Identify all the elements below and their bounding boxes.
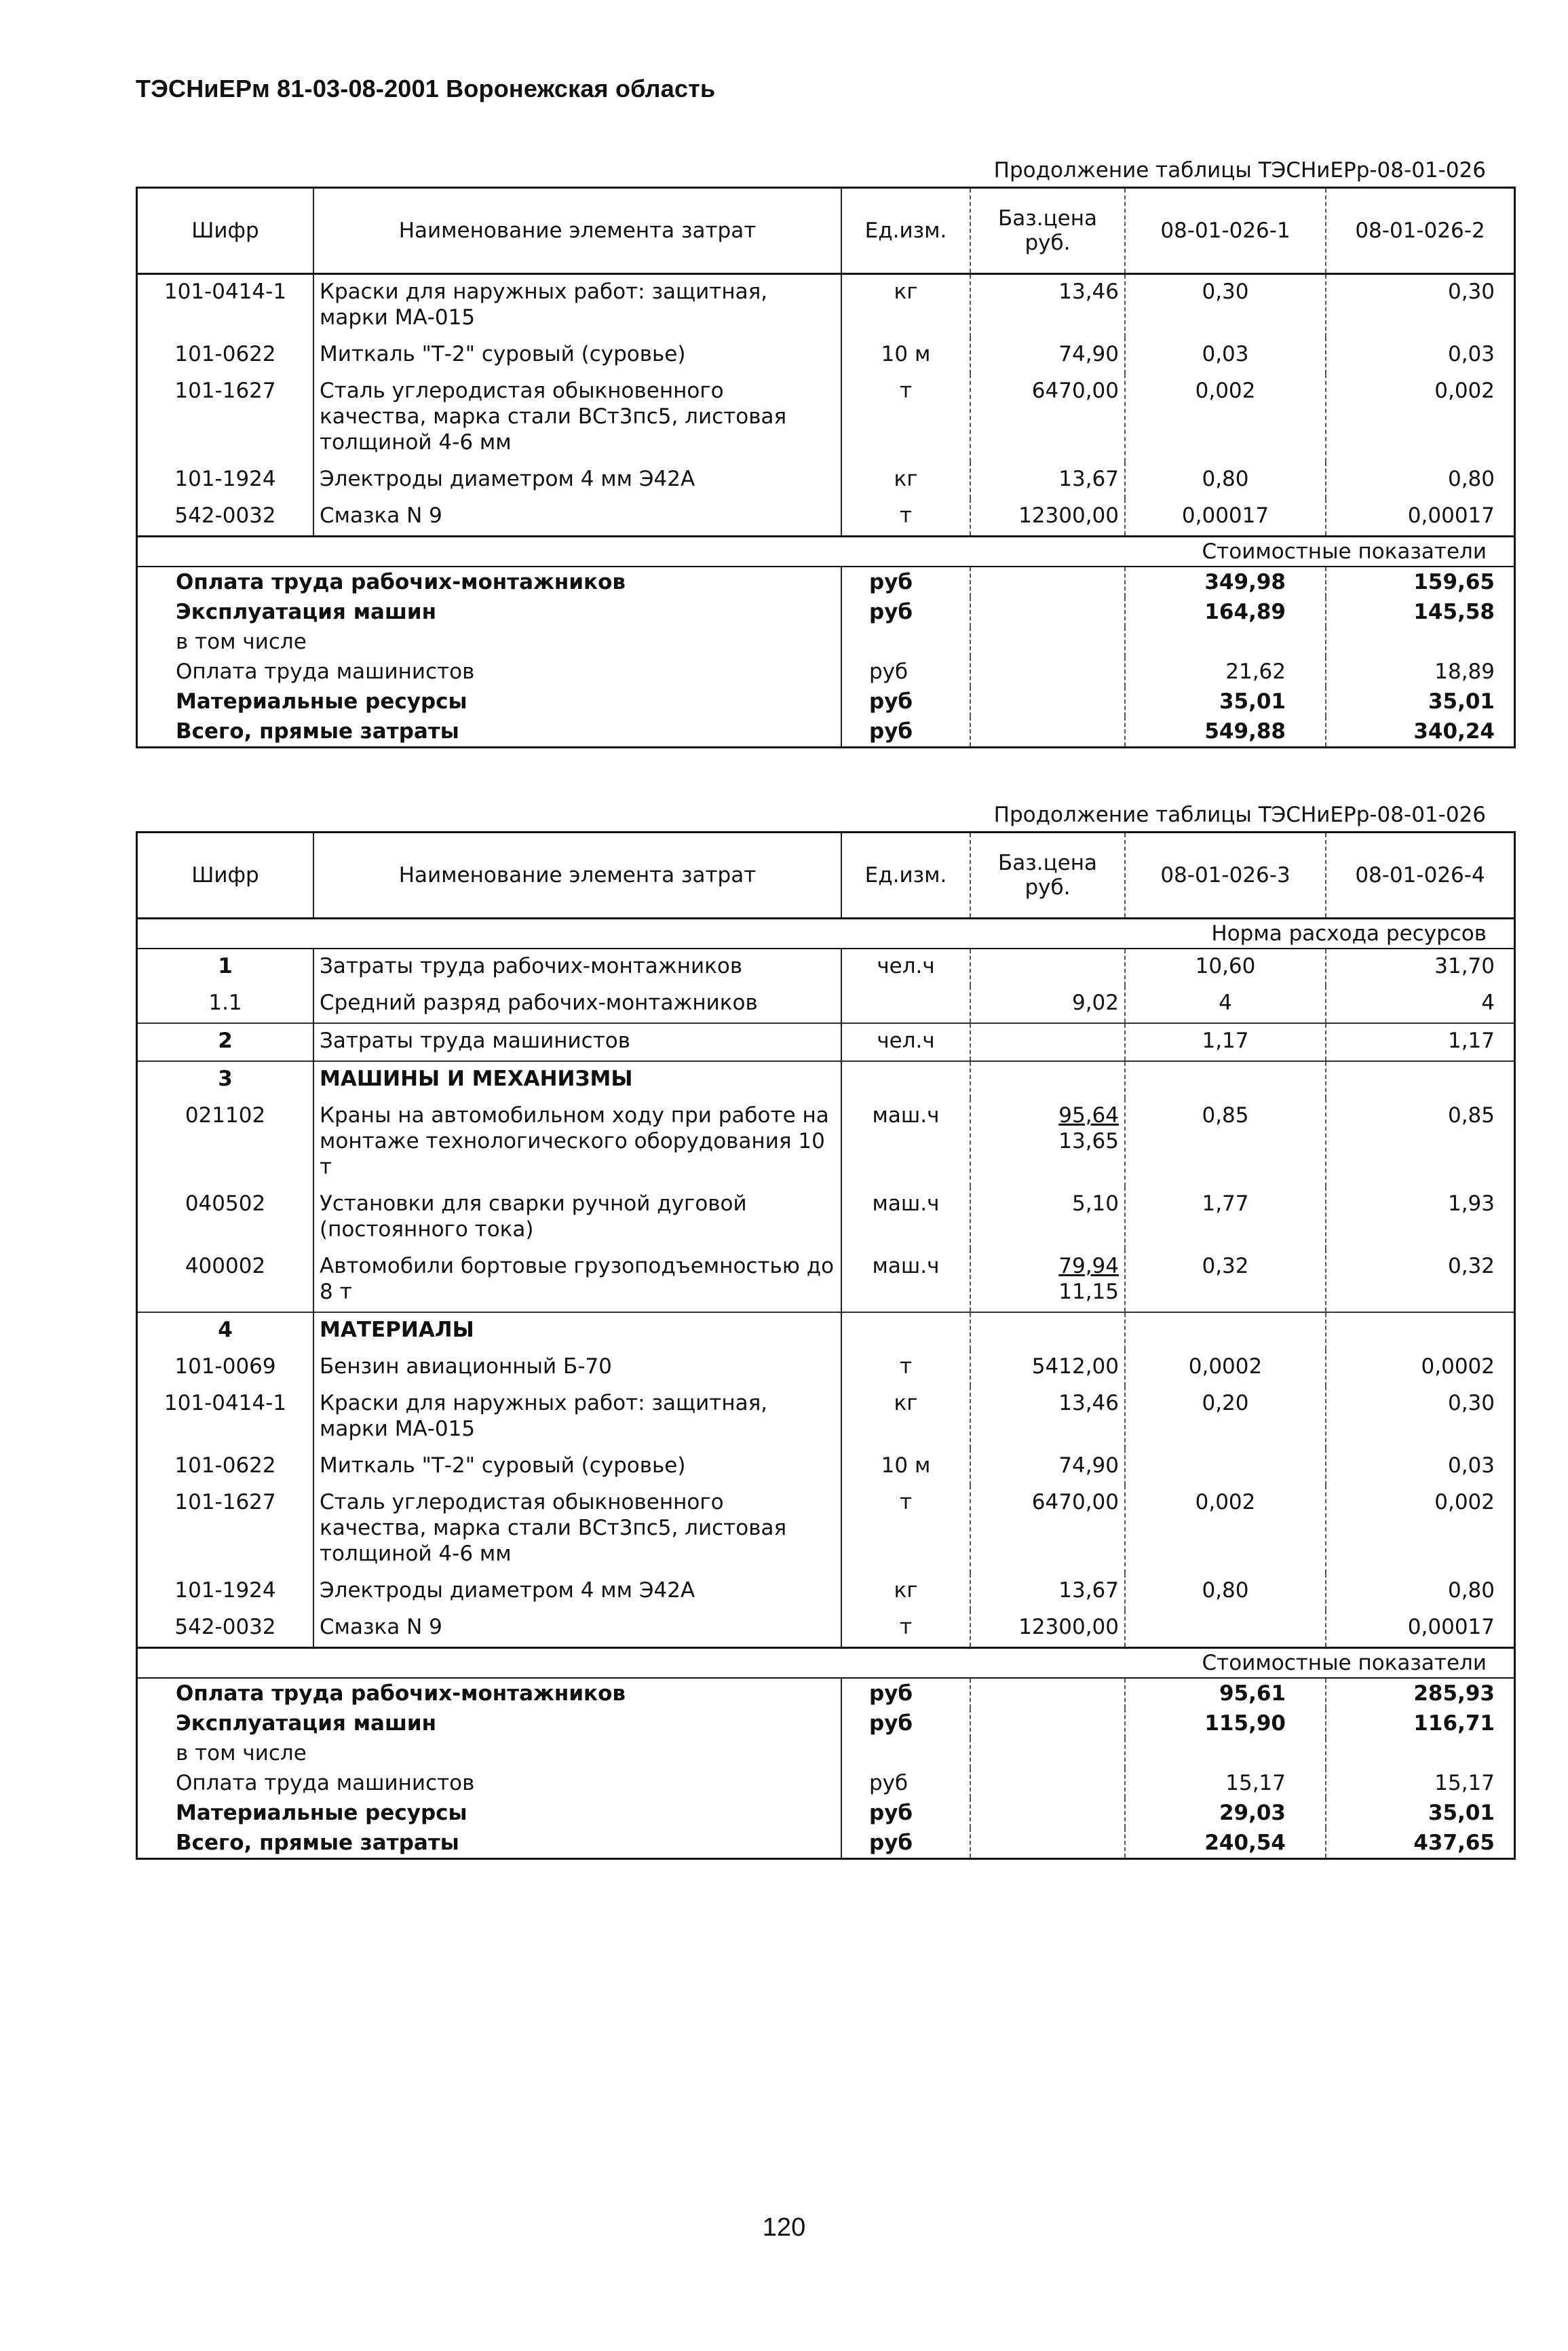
row-unit: 10 м — [841, 337, 970, 374]
header-name: Наименование элемента затрат — [313, 833, 841, 919]
header-col-2: 08-01-026-4 — [1326, 833, 1515, 919]
summary-empty — [970, 1828, 1125, 1859]
row-value-col-2: 4 — [1326, 986, 1515, 1023]
row-price-value: 6470,00 — [1031, 379, 1119, 403]
summary-label: Всего, прямые затраты — [137, 1828, 842, 1859]
summary-value-col-2: 145,58 — [1326, 597, 1515, 627]
row-value-col-1 — [1125, 1061, 1326, 1098]
row-value-col-2 — [1326, 1312, 1515, 1350]
row-price-value: 79,94 — [1058, 1254, 1119, 1278]
summary-value-col-2: 116,71 — [1326, 1708, 1515, 1738]
summary-value-col-1: 35,01 — [1125, 687, 1326, 716]
summary-value-col-1: 15,17 — [1125, 1768, 1326, 1798]
table-row — [137, 1386, 1515, 1449]
row-code: 101-0622 — [137, 337, 314, 374]
summary-value-col-2: 18,89 — [1326, 657, 1515, 687]
row-name: Затраты труда машинистов — [313, 1023, 841, 1061]
summary-value-col-2: 159,65 — [1326, 567, 1515, 597]
table-row — [137, 949, 1515, 986]
summary-empty — [970, 1708, 1125, 1738]
row-unit: кг — [841, 1573, 970, 1610]
summary-value-col-2: 35,01 — [1326, 687, 1515, 716]
summary-value-col-2 — [1326, 627, 1515, 657]
summary-value-col-1: 349,98 — [1125, 567, 1326, 597]
summary-label: в том числе — [137, 627, 842, 657]
row-value-col-2: 0,03 — [1326, 1449, 1515, 1485]
row-unit: т — [841, 374, 970, 462]
summary-value-col-1 — [1125, 1738, 1326, 1768]
summary-unit: руб — [841, 567, 970, 597]
table-row — [137, 1023, 1515, 1061]
row-name: Затраты труда рабочих-монтажников — [313, 949, 841, 986]
summary-empty — [970, 687, 1125, 716]
row-name: Смазка N 9 — [313, 1610, 841, 1648]
row-price-machinist-value: 11,15 — [1058, 1280, 1119, 1304]
row-price-value: 74,90 — [1058, 1453, 1119, 1478]
row-code: 101-1924 — [137, 462, 314, 499]
summary-value-col-2: 340,24 — [1326, 716, 1515, 748]
row-price-value: 95,64 — [1058, 1103, 1119, 1128]
summary-empty — [970, 597, 1125, 627]
row-value-col-2: 31,70 — [1326, 949, 1515, 986]
row-value-col-2: 0,80 — [1326, 1573, 1515, 1610]
row-price — [970, 1098, 1125, 1187]
summary-value-col-2: 437,65 — [1326, 1828, 1515, 1859]
row-unit: кг — [841, 462, 970, 499]
row-value-col-1: 0,30 — [1125, 274, 1326, 338]
summary-value-col-1: 95,61 — [1125, 1678, 1326, 1708]
summary-unit: руб — [841, 687, 970, 716]
summary-unit: руб — [841, 1708, 970, 1738]
row-value-col-1: 0,85 — [1125, 1098, 1326, 1187]
row-value-col-1: 0,002 — [1125, 1485, 1326, 1573]
row-name: Сталь углеродистая обыкновенного качества, марка стали ВСт3пс5, листовая толщиной 4-6 мм — [313, 1485, 841, 1573]
summary-row — [137, 597, 1515, 627]
row-unit: т — [841, 1350, 970, 1386]
row-value-col-2: 0,30 — [1326, 274, 1515, 338]
summary-label: Оплата труда машинистов — [137, 1768, 842, 1798]
rates-table-2 — [136, 831, 1516, 1860]
row-unit: чел.ч — [841, 949, 970, 986]
row-name: Сталь углеродистая обыкновенного качества, марка стали ВСт3пс5, листовая толщиной 4-6 мм — [313, 374, 841, 462]
row-code: 021102 — [137, 1098, 314, 1187]
summary-label: в том числе — [137, 1738, 842, 1768]
summary-value-col-1: 549,88 — [1125, 716, 1326, 748]
table-row — [137, 274, 1515, 338]
summary-empty — [970, 1678, 1125, 1708]
header-unit: Ед.изм. — [841, 833, 970, 919]
row-name: Автомобили бортовые грузоподъемностью до 8 т — [313, 1249, 841, 1312]
summary-empty — [970, 567, 1125, 597]
row-price — [970, 1386, 1125, 1449]
row-value-col-1: 1,77 — [1125, 1187, 1326, 1249]
row-price — [970, 499, 1125, 537]
summary-row — [137, 1678, 1515, 1708]
row-unit: т — [841, 499, 970, 537]
summary-row — [137, 1798, 1515, 1828]
row-unit: кг — [841, 1386, 970, 1449]
row-value-col-2: 0,32 — [1326, 1249, 1515, 1312]
table-row — [137, 1249, 1515, 1312]
header-name: Наименование элемента затрат — [313, 188, 841, 274]
row-value-col-2: 0,80 — [1326, 462, 1515, 499]
summary-empty — [970, 1768, 1125, 1798]
row-unit: т — [841, 1610, 970, 1648]
summary-empty — [970, 1798, 1125, 1828]
row-price — [970, 274, 1125, 338]
page-title: ТЭСНиЕРм 81-03-08-2001 Воронежская область — [136, 75, 716, 102]
header-code: Шифр — [137, 188, 314, 274]
header-code: Шифр — [137, 833, 314, 919]
row-price-machinist-value: 13,65 — [1058, 1129, 1119, 1153]
table-row — [137, 1610, 1515, 1648]
row-value-col-1: 0,32 — [1125, 1249, 1326, 1312]
header-col-1: 08-01-026-3 — [1125, 833, 1326, 919]
row-unit: маш.ч — [841, 1187, 970, 1249]
row-name: Установки для сварки ручной дуговой (постоянного тока) — [313, 1187, 841, 1249]
table-row — [137, 1350, 1515, 1386]
row-unit: т — [841, 1485, 970, 1573]
row-price — [970, 986, 1125, 1023]
summary-label: Эксплуатация машин — [137, 597, 842, 627]
row-price-value: 13,67 — [1058, 467, 1119, 491]
table-row — [137, 374, 1515, 462]
summary-unit: руб — [841, 1828, 970, 1859]
row-code: 400002 — [137, 1249, 314, 1312]
summary-empty — [970, 627, 1125, 657]
table-header-row — [137, 833, 1515, 919]
row-price — [970, 337, 1125, 374]
row-price — [970, 1061, 1125, 1098]
row-value-col-1: 4 — [1125, 986, 1326, 1023]
header-col-1: 08-01-026-1 — [1125, 188, 1326, 274]
row-code: 101-1627 — [137, 1485, 314, 1573]
summary-unit: руб — [841, 657, 970, 687]
row-value-col-2: 0,002 — [1326, 1485, 1515, 1573]
summary-unit: руб — [841, 597, 970, 627]
summary-row — [137, 567, 1515, 597]
row-code: 542-0032 — [137, 499, 314, 537]
table-row — [137, 986, 1515, 1023]
summary-value-col-1: 29,03 — [1125, 1798, 1326, 1828]
summary-value-col-1: 115,90 — [1125, 1708, 1326, 1738]
row-value-col-1: 10,60 — [1125, 949, 1326, 986]
row-value-col-2: 0,00017 — [1326, 1610, 1515, 1648]
row-value-col-2: 0,00017 — [1326, 499, 1515, 537]
row-price-value: 74,90 — [1058, 342, 1119, 366]
row-price-value: 6470,00 — [1031, 1490, 1119, 1514]
cost-band-label: Стоимостные показатели — [137, 537, 1515, 567]
row-code: 542-0032 — [137, 1610, 314, 1648]
row-code: 1.1 — [137, 986, 314, 1023]
summary-value-col-2: 15,17 — [1326, 1768, 1515, 1798]
row-price — [970, 374, 1125, 462]
summary-label: Материальные ресурсы — [137, 1798, 842, 1828]
row-unit: чел.ч — [841, 1023, 970, 1061]
row-code: 101-1627 — [137, 374, 314, 462]
summary-label: Всего, прямые затраты — [137, 716, 842, 748]
summary-unit: руб — [841, 716, 970, 748]
table-continuation-caption: Продолжение таблицы ТЭСНиЕРр-08-01-026 — [993, 158, 1486, 183]
summary-row — [137, 716, 1515, 748]
row-price-value: 13,46 — [1058, 280, 1119, 304]
summary-row — [137, 1828, 1515, 1859]
row-name: Электроды диаметром 4 мм Э42А — [313, 462, 841, 499]
summary-empty — [970, 716, 1125, 748]
row-price — [970, 1573, 1125, 1610]
row-code: 4 — [137, 1312, 314, 1350]
row-price — [970, 1023, 1125, 1061]
summary-value-col-2: 285,93 — [1326, 1678, 1515, 1708]
row-price-value: 9,02 — [1071, 991, 1119, 1015]
row-code: 3 — [137, 1061, 314, 1098]
row-value-col-2: 0,30 — [1326, 1386, 1515, 1449]
row-value-col-1 — [1125, 1449, 1326, 1485]
summary-value-col-2 — [1326, 1738, 1515, 1768]
cost-band-row — [137, 1648, 1515, 1679]
row-name: Краски для наружных работ: защитная, марки МА-015 — [313, 274, 841, 338]
summary-unit: руб — [841, 1768, 970, 1798]
row-code: 101-0622 — [137, 1449, 314, 1485]
summary-row — [137, 1768, 1515, 1798]
table-row — [137, 499, 1515, 537]
summary-row — [137, 627, 1515, 657]
summary-label: Оплата труда машинистов — [137, 657, 842, 687]
row-code: 101-0414-1 — [137, 274, 314, 338]
table-header-row — [137, 188, 1515, 274]
row-price — [970, 949, 1125, 986]
row-unit — [841, 1312, 970, 1350]
summary-label: Оплата труда рабочих-монтажников — [137, 567, 842, 597]
summary-unit: руб — [841, 1798, 970, 1828]
summary-value-col-1: 240,54 — [1125, 1828, 1326, 1859]
row-unit: кг — [841, 274, 970, 338]
page-number: 120 — [762, 2213, 806, 2242]
summary-unit — [841, 627, 970, 657]
row-value-col-2: 0,85 — [1326, 1098, 1515, 1187]
row-value-col-2: 0,002 — [1326, 374, 1515, 462]
row-price — [970, 1312, 1125, 1350]
summary-row — [137, 1738, 1515, 1768]
row-price-value: 12300,00 — [1018, 503, 1119, 528]
row-price-value: 13,46 — [1058, 1391, 1119, 1415]
row-value-col-1: 0,80 — [1125, 1573, 1326, 1610]
row-price — [970, 1485, 1125, 1573]
row-name: Бензин авиационный Б-70 — [313, 1350, 841, 1386]
row-value-col-1: 0,20 — [1125, 1386, 1326, 1449]
row-price-value: 5,10 — [1071, 1191, 1119, 1216]
row-value-col-2 — [1326, 1061, 1515, 1098]
row-unit — [841, 986, 970, 1023]
row-value-col-1 — [1125, 1610, 1326, 1648]
row-value-col-1 — [1125, 1312, 1326, 1350]
row-name: Миткаль "Т-2" суровый (суровье) — [313, 1449, 841, 1485]
table-row — [137, 1573, 1515, 1610]
row-name: Миткаль "Т-2" суровый (суровье) — [313, 337, 841, 374]
rates-table-1 — [136, 187, 1516, 748]
row-code: 101-1924 — [137, 1573, 314, 1610]
row-unit — [841, 1061, 970, 1098]
row-value-col-1: 0,80 — [1125, 462, 1326, 499]
header-unit: Ед.изм. — [841, 188, 970, 274]
row-value-col-1: 1,17 — [1125, 1023, 1326, 1061]
row-value-col-2: 1,17 — [1326, 1023, 1515, 1061]
summary-empty — [970, 1738, 1125, 1768]
row-value-col-2: 0,03 — [1326, 337, 1515, 374]
row-price — [970, 462, 1125, 499]
row-code: 040502 — [137, 1187, 314, 1249]
table-row — [137, 1485, 1515, 1573]
row-code: 101-0069 — [137, 1350, 314, 1386]
row-price-value: 13,67 — [1058, 1578, 1119, 1603]
table-continuation-caption: Продолжение таблицы ТЭСНиЕРр-08-01-026 — [993, 803, 1486, 827]
table-row — [137, 1061, 1515, 1098]
row-value-col-1: 0,002 — [1125, 374, 1326, 462]
row-name: Средний разряд рабочих-монтажников — [313, 986, 841, 1023]
summary-unit — [841, 1738, 970, 1768]
norm-band-label: Норма расхода ресурсов — [137, 919, 1515, 949]
cost-band-label: Стоимостные показатели — [137, 1648, 1515, 1679]
table-row — [137, 1098, 1515, 1187]
row-value-col-2: 1,93 — [1326, 1187, 1515, 1249]
header-price: Баз.цена руб. — [970, 833, 1125, 919]
table-row — [137, 1187, 1515, 1249]
summary-value-col-1 — [1125, 627, 1326, 657]
row-price — [970, 1249, 1125, 1312]
norm-band-row — [137, 919, 1515, 949]
row-code: 2 — [137, 1023, 314, 1061]
row-unit: 10 м — [841, 1449, 970, 1485]
row-price — [970, 1187, 1125, 1249]
summary-unit: руб — [841, 1678, 970, 1708]
header-price: Баз.цена руб. — [970, 188, 1125, 274]
row-price-value: 5412,00 — [1031, 1354, 1119, 1379]
row-price — [970, 1449, 1125, 1485]
row-code: 1 — [137, 949, 314, 986]
summary-label: Эксплуатация машин — [137, 1708, 842, 1738]
table-row — [137, 337, 1515, 374]
row-price — [970, 1610, 1125, 1648]
row-price-value: 12300,00 — [1018, 1615, 1119, 1639]
table-row — [137, 1449, 1515, 1485]
row-value-col-1: 0,0002 — [1125, 1350, 1326, 1386]
cost-band-row — [137, 537, 1515, 567]
row-unit: маш.ч — [841, 1098, 970, 1187]
row-value-col-1: 0,03 — [1125, 337, 1326, 374]
summary-row — [137, 1708, 1515, 1738]
summary-empty — [970, 657, 1125, 687]
header-col-2: 08-01-026-2 — [1326, 188, 1515, 274]
table-row — [137, 462, 1515, 499]
row-name: МАШИНЫ И МЕХАНИЗМЫ — [313, 1061, 841, 1098]
summary-label: Материальные ресурсы — [137, 687, 842, 716]
row-code: 101-0414-1 — [137, 1386, 314, 1449]
summary-label: Оплата труда рабочих-монтажников — [137, 1678, 842, 1708]
summary-value-col-1: 164,89 — [1125, 597, 1326, 627]
row-value-col-1: 0,00017 — [1125, 499, 1326, 537]
summary-value-col-1: 21,62 — [1125, 657, 1326, 687]
summary-value-col-2: 35,01 — [1326, 1798, 1515, 1828]
row-unit: маш.ч — [841, 1249, 970, 1312]
row-name: Краски для наружных работ: защитная, марки МА-015 — [313, 1386, 841, 1449]
table-row — [137, 1312, 1515, 1350]
row-value-col-2: 0,0002 — [1326, 1350, 1515, 1386]
row-name: Смазка N 9 — [313, 499, 841, 537]
row-price — [970, 1350, 1125, 1386]
row-name: Краны на автомобильном ходу при работе на монтаже технологического оборудования 10 т — [313, 1098, 841, 1187]
summary-row — [137, 657, 1515, 687]
row-name: МАТЕРИАЛЫ — [313, 1312, 841, 1350]
row-name: Электроды диаметром 4 мм Э42А — [313, 1573, 841, 1610]
summary-row — [137, 687, 1515, 716]
